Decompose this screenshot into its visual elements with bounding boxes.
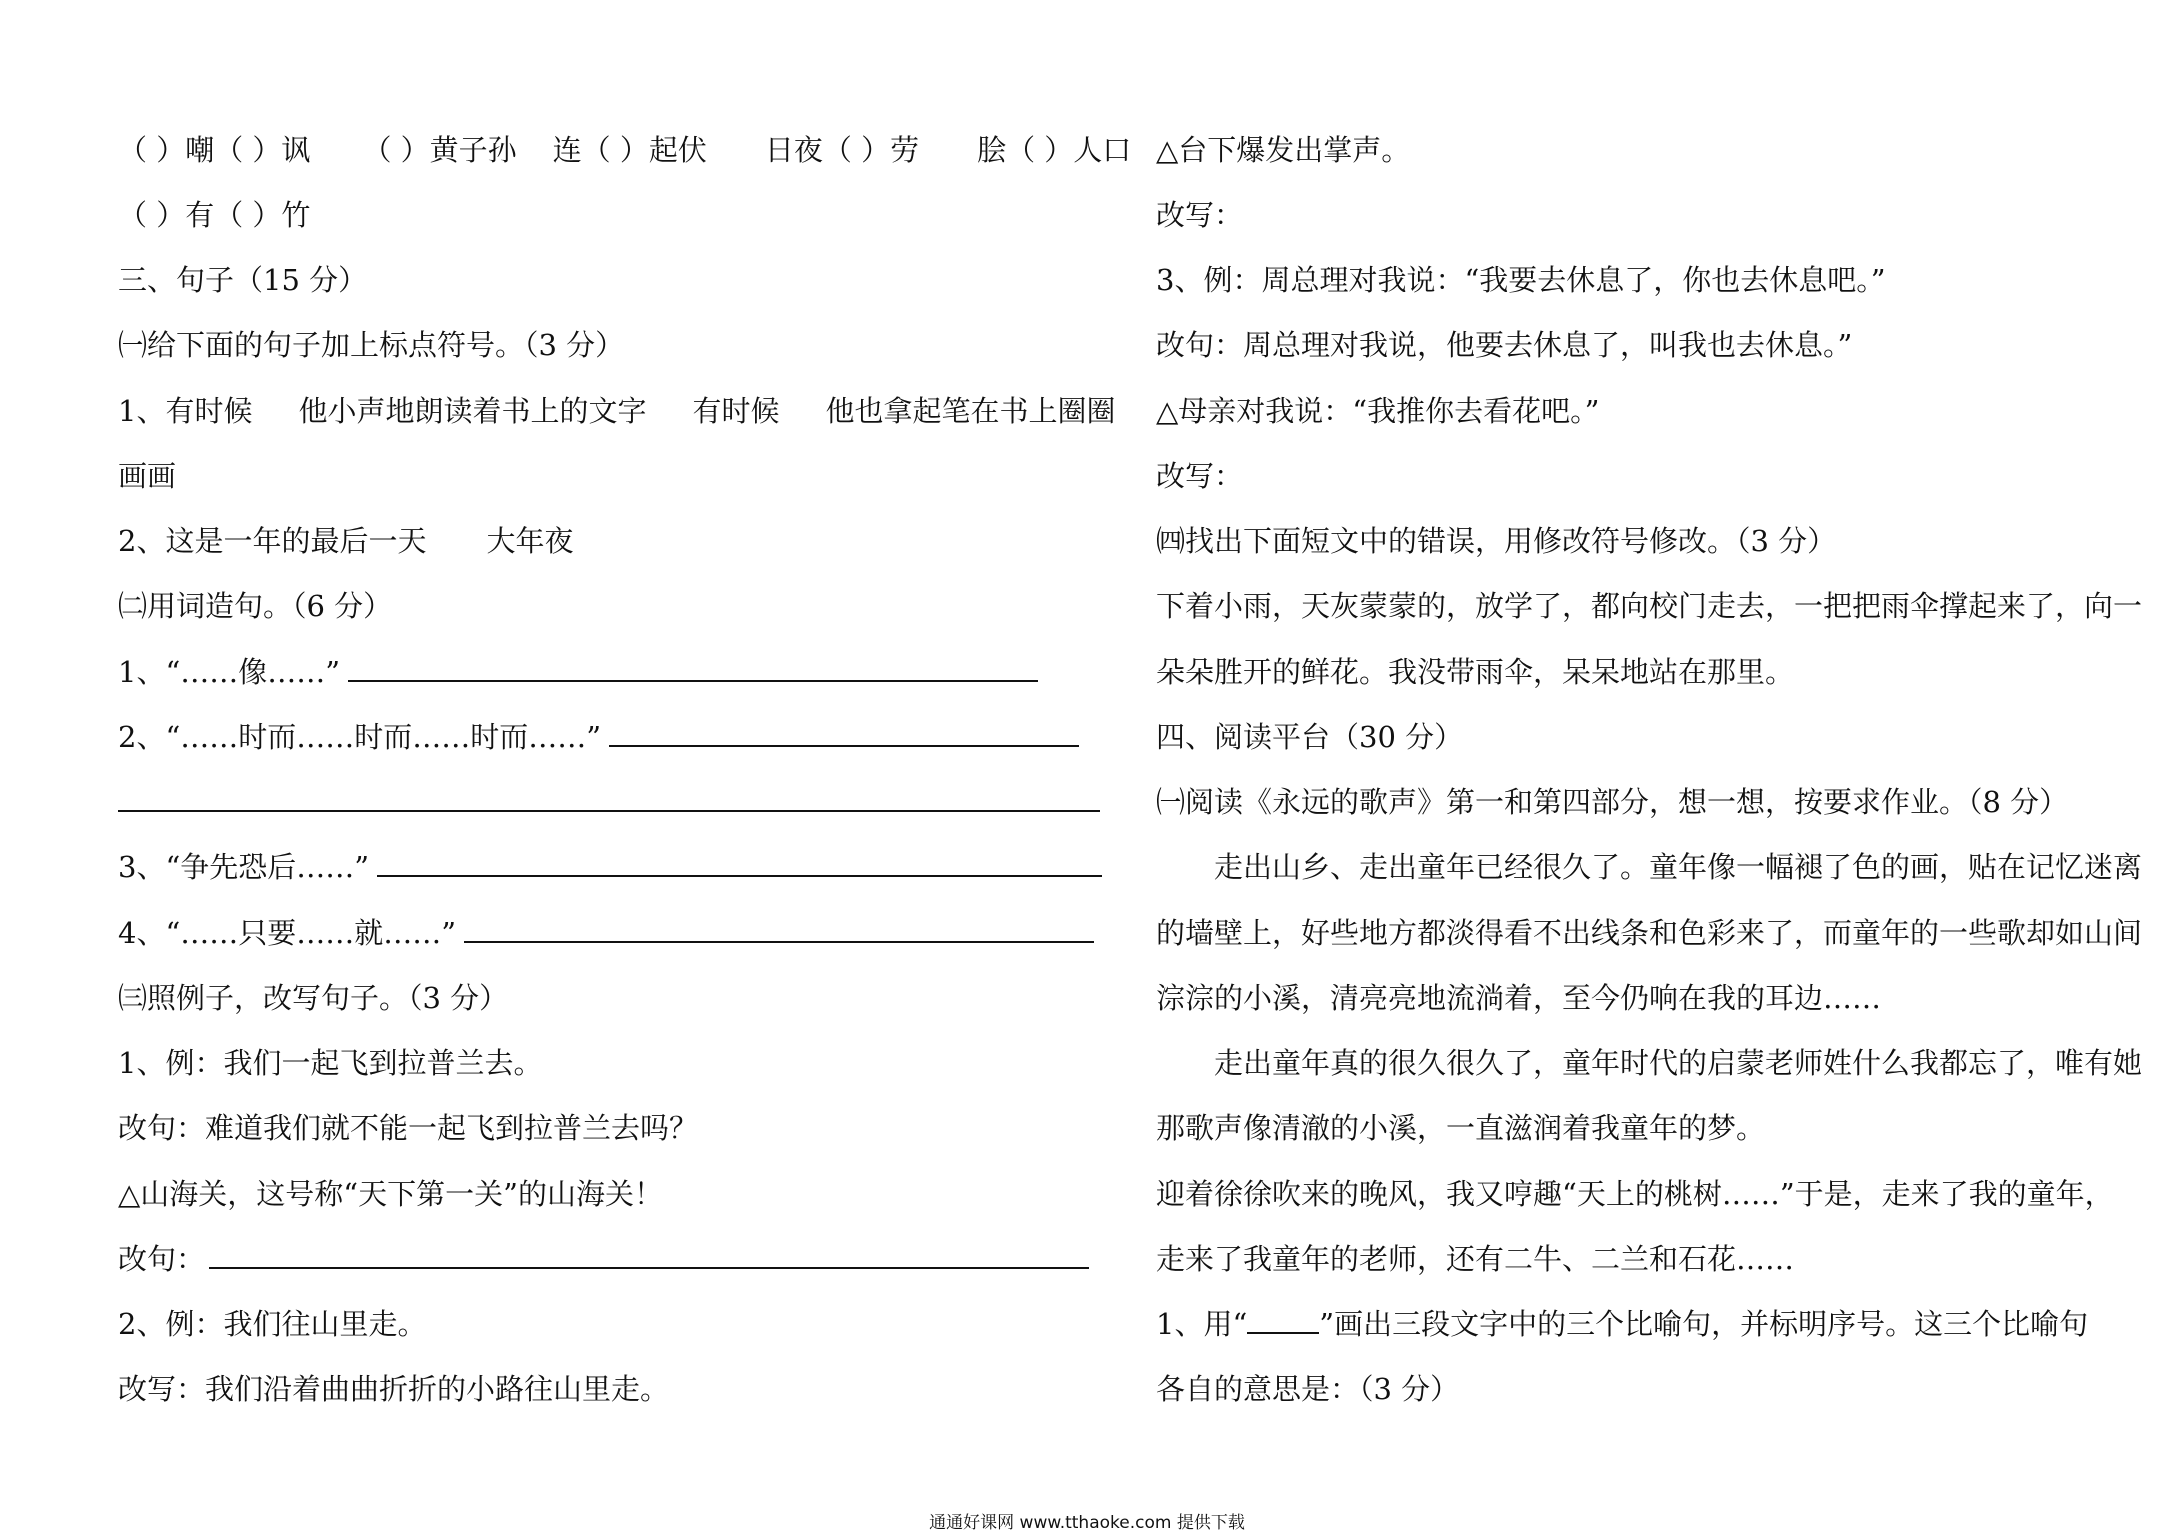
example-2-rewrite: 改写：我们沿着曲曲折折的小路往山里走。 [118, 1372, 670, 1406]
make-sentence-4: 4、“……只要……就……” [118, 913, 1094, 953]
passage-p1-line-2: 的墙壁上，好些地方都淡得看不出线条和色彩来了，而童年的一些歌却如山间 [1156, 916, 2143, 950]
exercise-applause: △台下爆发出掌声。 [1156, 133, 1411, 167]
answer-line[interactable] [464, 913, 1094, 943]
example-3-rewrite: 改句：周总理对我说，他要去休息了，叫我也去休息。” [1156, 328, 1853, 362]
question-1: 1、用“ ”画出三段文字中的三个比喻句，并标明序号。这三个比喻句 [1156, 1307, 2089, 1341]
sub-3-title: ㈢照例子，改写句子。（3 分） [118, 981, 509, 1015]
example-3: 3、例：周总理对我说：“我要去休息了，你也去休息吧。” [1156, 263, 1886, 297]
answer-line[interactable] [377, 847, 1102, 877]
make-sentence-3: 3、“争先恐后……” [118, 847, 1102, 887]
sub-4-title: ㈣找出下面短文中的错误，用修改符号修改。（3 分） [1156, 524, 1837, 558]
passage-p3-line-2: 走来了我童年的老师，还有二牛、二兰和石花…… [1156, 1242, 1795, 1276]
passage-p2-line-2: 那歌声像清澈的小溪，一直滋润着我童年的梦。 [1156, 1111, 1766, 1145]
rewrite-label-2: 改写： [1156, 459, 1244, 493]
sub-2-title: ㈡用词造句。（6 分） [118, 589, 393, 623]
underline-sample [1247, 1306, 1319, 1334]
answer-line[interactable] [209, 1239, 1089, 1269]
idiom-blank-4: 日夜（ ）劳 [764, 133, 920, 167]
reading-1-title: ㈠阅读《永远的歌声》第一和第四部分，想一想，按要求作业。（8 分） [1156, 785, 2069, 819]
sub-1-title: ㈠给下面的句子加上标点符号。（3 分） [118, 328, 625, 362]
punct-sentence-1: 1、有时候 他小声地朗读着书上的文字 有时候 他也拿起笔在书上圈圈 [118, 394, 1116, 428]
rewrite-answer-1: 改句： [118, 1239, 1089, 1279]
answer-line[interactable] [609, 717, 1079, 747]
example-1-rewrite: 改句：难道我们就不能一起飞到拉普兰去吗？ [118, 1111, 699, 1145]
make-sentence-2: 2、“……时而……时而……时而……” [118, 717, 1079, 757]
footer-source: 通通好课网 www.tthaoke.com 提供下载 [929, 1513, 1245, 1533]
section-4-title: 四、阅读平台（30 分） [1156, 720, 1464, 754]
passage-p1-line-3: 淙淙的小溪，清亮亮地流淌着，至今仍响在我的耳边…… [1156, 981, 1882, 1015]
section-3-title: 三、句子（15 分） [118, 263, 368, 297]
error-passage-line-1: 下着小雨，天灰蒙蒙的，放学了，都向校门走去，一把把雨伞撑起来了，向一 [1156, 589, 2143, 623]
question-1-cont: 各自的意思是：（3 分） [1156, 1372, 1460, 1406]
answer-line[interactable] [118, 782, 1100, 812]
idiom-blank-2: （ ）黄子孙 [362, 133, 517, 167]
exercise-mother: △母亲对我说：“我推你去看花吧。” [1156, 394, 1600, 428]
make-sentence-1: 1、“……像……” [118, 652, 1038, 692]
example-2: 2、例：我们往山里走。 [118, 1307, 427, 1341]
rewrite-label-1: 改写： [1156, 198, 1244, 232]
punct-sentence-2: 2、这是一年的最后一天 大年夜 [118, 524, 574, 558]
error-passage-line-2: 朵朵胜开的鲜花。我没带雨伞，呆呆地站在那里。 [1156, 655, 1795, 689]
idiom-fill-row-1 [118, 130, 1131, 170]
idiom-blank-3: 连（ ）起伏 [552, 133, 707, 167]
idiom-fill-row-2: （ ）有（ ）竹 [118, 198, 311, 232]
idiom-blank-1: （ ）嘲（ ）讽 [118, 133, 311, 167]
answer-line[interactable] [348, 652, 1038, 682]
example-1: 1、例：我们一起飞到拉普兰去。 [118, 1046, 543, 1080]
passage-p1-line-1: 走出山乡、走出童年已经很久了。童年像一幅褪了色的画，贴在记忆迷离 [1214, 850, 2143, 884]
make-sentence-2-cont [118, 782, 1100, 822]
punct-sentence-1-cont: 画画 [118, 459, 177, 493]
exercise-shanhaiguan: △山海关，这号称“天下第一关”的山海关！ [118, 1177, 663, 1211]
passage-p3-line-1: 迎着徐徐吹来的晚风，我又哼趣“天上的桃树……”于是，走来了我的童年， [1156, 1177, 2114, 1211]
idiom-blank-5: 脍（ ）人口 [977, 133, 1132, 167]
passage-p2-line-1: 走出童年真的很久很久了，童年时代的启蒙老师姓什么我都忘了，唯有她 [1214, 1046, 2143, 1080]
